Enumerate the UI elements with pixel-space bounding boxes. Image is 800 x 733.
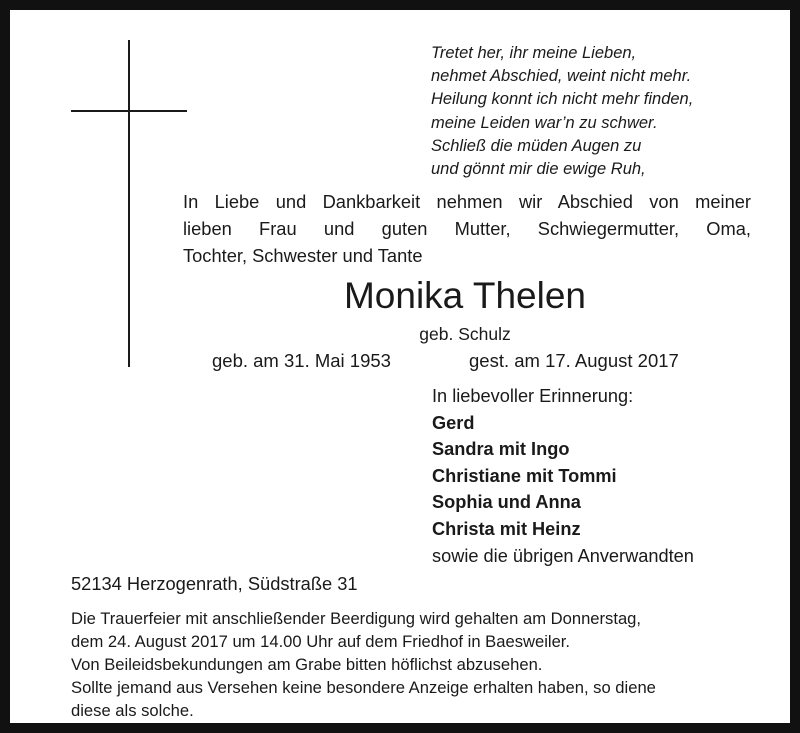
mourner-name: Christa mit Heinz <box>432 518 581 539</box>
mourners-closing: sowie die übrigen Anverwandten <box>432 545 694 566</box>
poem-line: meine Leiden war’n zu schwer. <box>431 113 658 132</box>
notice-line: Von Beileidsbekundungen am Grabe bitten höflichst abzusehen. <box>71 655 543 674</box>
intro-line: lieben Frau und guten Mutter, Schwiegermutter, Oma, <box>183 218 751 239</box>
poem-line: und gönnt mir die ewige Ruh, <box>431 160 646 179</box>
poem-line: Schließ die müden Augen zu <box>431 136 642 155</box>
deceased-name: Monika Thelen <box>343 275 587 316</box>
birth-date: geb. am 31. Mai 1953 <box>212 350 391 371</box>
notice-line: dem 24. August 2017 um 14.00 Uhr auf dem Friedhof in Baesweiler. <box>71 632 571 651</box>
poem <box>431 42 693 181</box>
funeral-notice <box>71 607 656 722</box>
notice-line: Sollte jemand aus Versehen keine besondere Anzeige erhalten haben, so diene <box>71 678 656 697</box>
poem-line: Tretet her, ihr meine Lieben, <box>431 44 637 62</box>
mourner-name: Sandra mit Ingo <box>432 439 570 460</box>
mourner-name: Gerd <box>432 412 475 433</box>
intro-line: Tochter, Schwester und Tante <box>183 245 423 266</box>
mourners-heading: In liebevoller Erinnerung: <box>432 386 634 406</box>
poem-line: nehmet Abschied, weint nicht mehr. <box>431 67 692 86</box>
mourner-name: Sophia und Anna <box>432 492 581 513</box>
intro-line: In Liebe und Dankbarkeit nehmen wir Abschied von meiner <box>183 191 751 212</box>
mourners-list <box>432 383 694 569</box>
death-date: gest. am 17. August 2017 <box>469 350 679 371</box>
cross-icon-bar <box>71 110 187 112</box>
poem-line: Heilung konnt ich nicht mehr finden, <box>431 90 694 109</box>
notice-line: Die Trauerfeier mit anschließender Beerdigung wird gehalten am Donnerstag, <box>71 609 642 628</box>
birth-name: geb. Schulz <box>419 324 511 344</box>
mourner-name: Christiane mit Tommi <box>432 465 617 486</box>
address: 52134 Herzogenrath, Südstraße 31 <box>71 573 358 594</box>
notice-line: diese als solche. <box>71 701 194 720</box>
intro-text <box>183 188 751 269</box>
